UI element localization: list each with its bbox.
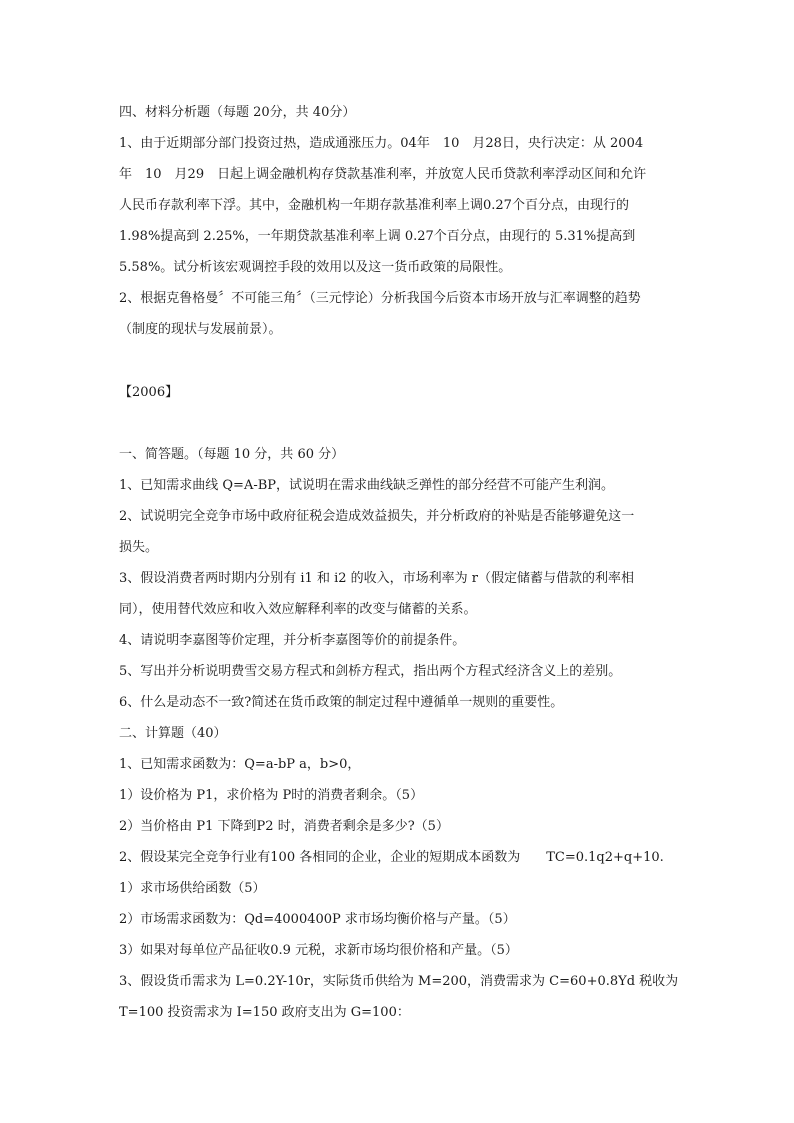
- section-heading-material-analysis: 四、材料分析题（每题 20分，共 40分）: [119, 105, 356, 120]
- question-line: 3）如果对每单位产品征收0.9 元税，求新市场均很价格和产量。（5）: [119, 943, 518, 958]
- question-line: 2、试说明完全竞争市场中政府征税会造成效益损失，并分析政府的补贴是否能够避免这一: [119, 509, 635, 524]
- question-line: 6、什么是动态不一致?简述在货币政策的制定过程中遵循单一规则的重要性。: [119, 695, 564, 710]
- question-line: 同），使用替代效应和收入效应解释利率的改变与储蓄的关系。: [119, 602, 477, 617]
- question-line: 3、假设消费者两时期内分别有 i1 和 i2 的收入，市场利率为 r（假定储蓄与借款的利率相: [119, 571, 635, 586]
- question-line: 1）设价格为 P1，求价格为 P时的消费者剩余。（5）: [119, 788, 424, 803]
- question-line: 1）求市场供给函数（5）: [119, 881, 266, 896]
- question-line: 2）市场需求函数为：Qd=4000400P 求市场均衡价格与产量。（5）: [119, 912, 516, 927]
- question-line: 1、已知需求函数为：Q=a-bP a，b>0，: [119, 757, 361, 772]
- question-line: 4、请说明李嘉图等价定理，并分析李嘉图等价的前提条件。: [119, 633, 466, 648]
- question-line: 2、假设某完全竞争行业有100 各相同的企业，企业的短期成本函数为 TC=0.1q2+q+10.: [119, 850, 664, 865]
- question-line: T=100 投资需求为 I=150 政府支出为 G=100：: [119, 1005, 410, 1020]
- question-line: 人民币存款利率下浮。其中，金融机构一年期存款基准利率上调0.27个百分点，由现行的: [119, 198, 629, 213]
- section-heading-short-answer: 一、简答题。（每题 10 分，共 60 分）: [119, 447, 345, 462]
- question-line: 年 10 月29 日起上调金融机构存贷款基准利率，并放宽人民币贷款利率浮动区间和允许: [119, 167, 647, 182]
- section-heading-calculation: 二、计算题（40）: [119, 726, 227, 741]
- year-label: 【2006】: [119, 385, 179, 400]
- question-line: 5、写出并分析说明费雪交易方程式和剑桥方程式，指出两个方程式经济含义上的差别。: [119, 664, 622, 679]
- question-line: 2、根据克鲁格曼〞不可能三角〞（三元悖论）分析我国今后资本市场开放与汇率调整的趋势: [119, 291, 641, 306]
- question-line: （制度的现状与发展前景）。: [119, 322, 282, 337]
- question-line: 1、由于近期部分部门投资过热，造成通涨压力。04年 10 月28日，央行决定：从 2004: [119, 136, 644, 151]
- question-line: 1、已知需求曲线 Q=A-BP，试说明在需求曲线缺乏弹性的部分经营不可能产生利润。: [119, 478, 615, 493]
- question-line: 5.58%。试分析该宏观调控手段的效用以及这一货币政策的局限性。: [119, 260, 512, 275]
- question-line: 3、假设货币需求为 L=0.2Y-10r，实际货币供给为 M=200，消费需求为 C=60+0.8Yd 税收为: [119, 974, 679, 989]
- question-line: 损失。: [119, 540, 159, 555]
- question-line: 2）当价格由 P1 下降到P2 时，消费者剩余是多少?（5）: [119, 819, 449, 834]
- question-line: 1.98%提高到 2.25%，一年期贷款基准利率上调 0.27个百分点，由现行的 5.31%提高到: [119, 229, 636, 244]
